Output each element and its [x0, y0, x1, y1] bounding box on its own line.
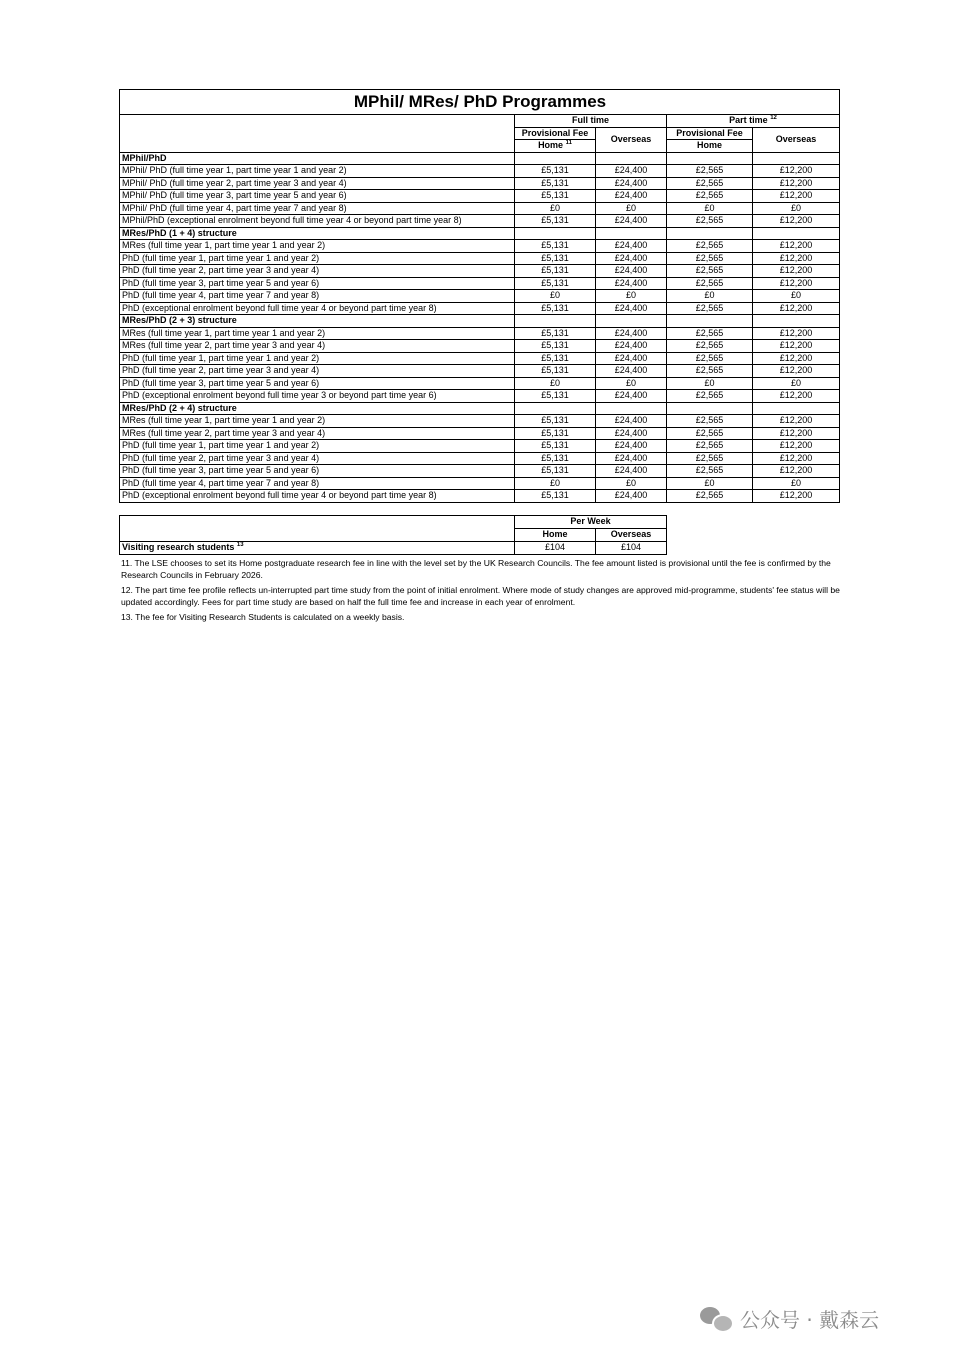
ft-home-fee: £0	[515, 290, 596, 303]
section-heading-empty-cell	[596, 315, 667, 328]
footnote-12: 12. The part time fee profile reflects un-interrupted part time study from the point of initial enrolment. Where mode of study changes are approved mid-programme, students' fee status will be updated accordingly. Fees for part time study are based on half the full time fee and increase in each year of enrolment.	[121, 584, 840, 607]
ft-home-fee: £5,131	[515, 427, 596, 440]
pt-overseas-fee: £12,200	[753, 190, 840, 203]
pt-overseas-fee: £12,200	[753, 265, 840, 278]
programme-label: MPhil/ PhD (full time year 3, part time year 5 and year 6)	[120, 190, 515, 203]
ft-overseas-fee: £24,400	[596, 415, 667, 428]
programme-label: MRes (full time year 2, part time year 3 and year 4)	[120, 427, 515, 440]
ft-overseas-fee: £24,400	[596, 465, 667, 478]
pt-overseas-fee: £12,200	[753, 340, 840, 353]
ft-home-fee: £5,131	[515, 452, 596, 465]
ft-overseas-fee: £24,400	[596, 365, 667, 378]
section-heading-row	[120, 402, 840, 415]
ft-home-fee: £0	[515, 377, 596, 390]
programme-label: PhD (exceptional enrolment beyond full time year 4 or beyond part time year 8)	[120, 490, 515, 503]
programme-label: PhD (exceptional enrolment beyond full time year 3 or beyond part time year 6)	[120, 390, 515, 403]
table-row	[120, 165, 840, 178]
pt-overseas-fee: £12,200	[753, 427, 840, 440]
ft-home-fee: £5,131	[515, 302, 596, 315]
programme-label: PhD (full time year 3, part time year 5 and year 6)	[120, 377, 515, 390]
pt-overseas-fee: £12,200	[753, 352, 840, 365]
table-row	[120, 190, 840, 203]
table-row	[120, 377, 840, 390]
pt-overseas-fee: £0	[753, 377, 840, 390]
ft-home-fee: £5,131	[515, 465, 596, 478]
pt-overseas-fee: £12,200	[753, 302, 840, 315]
pt-overseas-fee: £12,200	[753, 277, 840, 290]
pt-overseas-fee: £12,200	[753, 177, 840, 190]
section-heading-empty-cell	[753, 152, 840, 165]
programme-label: MPhil/ PhD (full time year 4, part time year 7 and year 8)	[120, 202, 515, 215]
pt-home-fee: £2,565	[667, 465, 753, 478]
programme-label: PhD (full time year 2, part time year 3 and year 4)	[120, 365, 515, 378]
pt-overseas-fee: £12,200	[753, 165, 840, 178]
ft-home-fee: £5,131	[515, 265, 596, 278]
programme-label: MRes (full time year 1, part time year 1 and year 2)	[120, 415, 515, 428]
section-heading: MPhil/PhD	[120, 152, 515, 165]
ft-overseas-fee: £24,400	[596, 327, 667, 340]
page-title: MPhil/ MRes/ PhD Programmes	[120, 90, 840, 115]
section-heading: MRes/PhD (2 + 4) structure	[120, 402, 515, 415]
ft-overseas-fee: £24,400	[596, 352, 667, 365]
pt-home-fee: £2,565	[667, 215, 753, 228]
header-full-time: Full time	[515, 115, 667, 128]
pt-home-fee: £2,565	[667, 177, 753, 190]
programme-label: MPhil/ PhD (full time year 2, part time year 3 and year 4)	[120, 177, 515, 190]
programme-label: PhD (full time year 4, part time year 7 and year 8)	[120, 290, 515, 303]
pt-home-fee: £2,565	[667, 252, 753, 265]
section-heading-empty-cell	[515, 402, 596, 415]
programme-label: MPhil/ PhD (full time year 1, part time year 1 and year 2)	[120, 165, 515, 178]
ft-overseas-fee: £24,400	[596, 190, 667, 203]
ft-overseas-fee: £24,400	[596, 427, 667, 440]
pt-overseas-fee: £12,200	[753, 452, 840, 465]
ft-overseas-fee: £24,400	[596, 215, 667, 228]
section-heading-empty-cell	[596, 402, 667, 415]
pt-home-fee: £2,565	[667, 240, 753, 253]
ft-home-fee: £5,131	[515, 365, 596, 378]
ft-overseas-fee: £24,400	[596, 302, 667, 315]
table-row	[120, 415, 840, 428]
table-row	[120, 290, 840, 303]
pt-home-fee: £0	[667, 202, 753, 215]
programme-label: MRes (full time year 2, part time year 3 and year 4)	[120, 340, 515, 353]
pt-home-fee: £2,565	[667, 327, 753, 340]
ft-home-fee: £5,131	[515, 390, 596, 403]
ft-home-fee: £5,131	[515, 240, 596, 253]
programme-label: PhD (full time year 3, part time year 5 and year 6)	[120, 277, 515, 290]
programme-label: PhD (full time year 2, part time year 3 and year 4)	[120, 452, 515, 465]
pt-overseas-fee: £12,200	[753, 240, 840, 253]
ft-overseas-fee: £24,400	[596, 390, 667, 403]
ft-home-fee: £5,131	[515, 440, 596, 453]
programme-label: PhD (exceptional enrolment beyond full time year 4 or beyond part time year 8)	[120, 302, 515, 315]
header-pt-home: Home	[667, 140, 753, 153]
pt-home-fee: £2,565	[667, 302, 753, 315]
ft-overseas-fee: £0	[596, 477, 667, 490]
table-row	[120, 252, 840, 265]
pt-home-fee: £2,565	[667, 490, 753, 503]
pt-overseas-fee: £0	[753, 290, 840, 303]
footnote-11: 11. The LSE chooses to set its Home postgraduate research fee in line with the level set by the UK Research Councils. The fee amount listed is provisional until the fee is confirmed by the Research Councils in February 2026.	[121, 557, 831, 580]
pt-overseas-fee: £12,200	[753, 327, 840, 340]
pt-home-fee: £0	[667, 477, 753, 490]
programme-label: PhD (full time year 1, part time year 1 and year 2)	[120, 352, 515, 365]
section-heading: MRes/PhD (2 + 3) structure	[120, 315, 515, 328]
visiting-table	[119, 515, 667, 555]
pt-home-fee: £2,565	[667, 365, 753, 378]
section-heading-empty-cell	[515, 152, 596, 165]
visiting-per-week: Per Week	[515, 515, 667, 528]
section-heading-empty-cell	[753, 402, 840, 415]
ft-overseas-fee: £24,400	[596, 490, 667, 503]
programme-label: PhD (full time year 1, part time year 1 and year 2)	[120, 440, 515, 453]
section-heading-empty-cell	[596, 227, 667, 240]
pt-overseas-fee: £12,200	[753, 440, 840, 453]
ft-home-fee: £5,131	[515, 252, 596, 265]
ft-overseas-fee: £24,400	[596, 265, 667, 278]
table-row	[120, 452, 840, 465]
ft-home-fee: £5,131	[515, 352, 596, 365]
pt-overseas-fee: £12,200	[753, 390, 840, 403]
table-row	[120, 465, 840, 478]
table-row	[120, 427, 840, 440]
table-row	[120, 265, 840, 278]
ft-home-fee: £5,131	[515, 415, 596, 428]
section-heading-empty-cell	[753, 227, 840, 240]
section-heading-empty-cell	[667, 227, 753, 240]
fee-document	[119, 89, 839, 626]
section-heading-empty-cell	[515, 315, 596, 328]
table-row	[120, 302, 840, 315]
table-row	[120, 477, 840, 490]
header-ft-overseas: Overseas	[596, 127, 667, 152]
pt-home-fee: £2,565	[667, 390, 753, 403]
table-row	[120, 327, 840, 340]
programme-label: MRes (full time year 1, part time year 1 and year 2)	[120, 240, 515, 253]
visiting-overseas-header: Overseas	[596, 528, 667, 541]
table-row	[120, 240, 840, 253]
wechat-icon	[700, 1305, 732, 1333]
visiting-home-header: Home	[515, 528, 596, 541]
pt-overseas-fee: £12,200	[753, 490, 840, 503]
pt-overseas-fee: £12,200	[753, 415, 840, 428]
table-row	[120, 177, 840, 190]
section-heading-empty-cell	[753, 315, 840, 328]
ft-overseas-fee: £24,400	[596, 277, 667, 290]
visiting-label: Visiting research students $^{13}$	[120, 541, 515, 554]
ft-overseas-fee: £24,400	[596, 452, 667, 465]
table-row	[120, 365, 840, 378]
ft-overseas-fee: £24,400	[596, 165, 667, 178]
pt-overseas-fee: £0	[753, 477, 840, 490]
ft-home-fee: £5,131	[515, 215, 596, 228]
visiting-overseas-fee: £104	[596, 541, 667, 554]
pt-home-fee: £2,565	[667, 415, 753, 428]
ft-home-fee: £5,131	[515, 277, 596, 290]
header-ft-home: Home $^{11}$	[515, 140, 596, 153]
header-ft-provisional-fee: Provisional Fee	[515, 127, 596, 140]
table-row	[120, 215, 840, 228]
programme-label: MRes (full time year 1, part time year 1 and year 2)	[120, 327, 515, 340]
ft-overseas-fee: £24,400	[596, 177, 667, 190]
pt-home-fee: £2,565	[667, 190, 753, 203]
visiting-home-fee: £104	[515, 541, 596, 554]
table-row	[120, 352, 840, 365]
ft-home-fee: £5,131	[515, 177, 596, 190]
ft-home-fee: £5,131	[515, 165, 596, 178]
ft-overseas-fee: £0	[596, 377, 667, 390]
programme-label: PhD (full time year 3, part time year 5 and year 6)	[120, 465, 515, 478]
pt-overseas-fee: £12,200	[753, 465, 840, 478]
ft-overseas-fee: £0	[596, 290, 667, 303]
pt-home-fee: £0	[667, 290, 753, 303]
watermark	[700, 1304, 879, 1333]
pt-home-fee: £2,565	[667, 452, 753, 465]
section-heading-empty-cell	[596, 152, 667, 165]
pt-home-fee: £2,565	[667, 277, 753, 290]
footnote-13: 13. The fee for Visiting Research Students is calculated on a weekly basis.	[121, 611, 405, 622]
programme-label: PhD (full time year 4, part time year 7 and year 8)	[120, 477, 515, 490]
programme-label: PhD (full time year 1, part time year 1 and year 2)	[120, 252, 515, 265]
ft-overseas-fee: £0	[596, 202, 667, 215]
pt-home-fee: £2,565	[667, 440, 753, 453]
watermark-text: 公众号 · 戴森云	[740, 1308, 880, 1332]
ft-overseas-fee: £24,400	[596, 340, 667, 353]
pt-overseas-fee: £12,200	[753, 215, 840, 228]
ft-home-fee: £5,131	[515, 327, 596, 340]
pt-home-fee: £2,565	[667, 165, 753, 178]
pt-home-fee: £2,565	[667, 352, 753, 365]
header-pt-provisional-fee: Provisional Fee	[667, 127, 753, 140]
table-row	[120, 202, 840, 215]
ft-home-fee: £0	[515, 202, 596, 215]
section-heading: MRes/PhD (1 + 4) structure	[120, 227, 515, 240]
section-heading-row	[120, 227, 840, 240]
table-row	[120, 440, 840, 453]
pt-overseas-fee: £12,200	[753, 252, 840, 265]
programme-label: PhD (full time year 2, part time year 3 and year 4)	[120, 265, 515, 278]
ft-overseas-fee: £24,400	[596, 440, 667, 453]
table-row	[120, 340, 840, 353]
section-heading-empty-cell	[515, 227, 596, 240]
pt-home-fee: £2,565	[667, 340, 753, 353]
section-heading-row	[120, 315, 840, 328]
section-heading-empty-cell	[667, 152, 753, 165]
ft-home-fee: £5,131	[515, 190, 596, 203]
section-heading-empty-cell	[667, 315, 753, 328]
pt-overseas-fee: £12,200	[753, 365, 840, 378]
section-heading-empty-cell	[667, 402, 753, 415]
ft-overseas-fee: £24,400	[596, 240, 667, 253]
pt-home-fee: £2,565	[667, 265, 753, 278]
ft-home-fee: £5,131	[515, 490, 596, 503]
pt-home-fee: £0	[667, 377, 753, 390]
header-pt-overseas: Overseas	[753, 127, 840, 152]
fee-table	[119, 89, 840, 503]
table-row	[120, 490, 840, 503]
table-row	[120, 277, 840, 290]
pt-home-fee: £2,565	[667, 427, 753, 440]
ft-home-fee: £5,131	[515, 340, 596, 353]
fee-table-body	[120, 152, 840, 502]
pt-overseas-fee: £0	[753, 202, 840, 215]
ft-overseas-fee: £24,400	[596, 252, 667, 265]
table-row	[120, 390, 840, 403]
header-blank	[120, 115, 515, 153]
header-part-time: Part time $^{12}$	[667, 115, 840, 128]
programme-label: MPhil/PhD (exceptional enrolment beyond full time year 4 or beyond part time year 8)	[120, 215, 515, 228]
ft-home-fee: £0	[515, 477, 596, 490]
section-heading-row	[120, 152, 840, 165]
footnotes	[119, 557, 841, 623]
visiting-header-blank	[120, 515, 515, 541]
